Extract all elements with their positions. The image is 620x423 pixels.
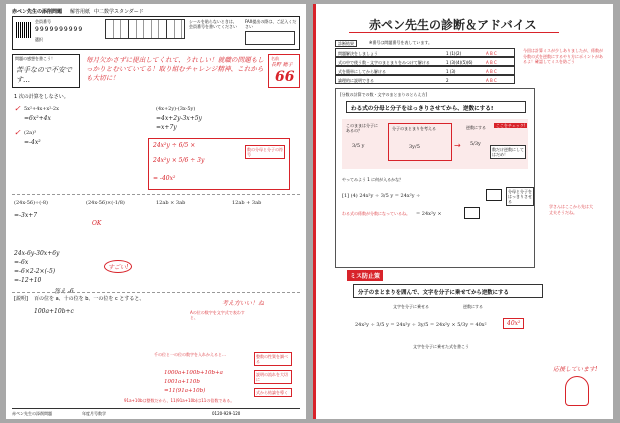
- flow-diagram: [342, 119, 528, 169]
- score-box: [268, 54, 300, 88]
- shield-note: シールを貼らないときは、会員番号を書いてください: [189, 19, 237, 29]
- teacher-comment: 毎月欠かさずに提出してくれて、うれしい！就職の問題もしっかりとむいていてる！取り組むチャレンジ精神、これからも大切に！: [86, 56, 264, 82]
- example-note: わる式の係数が分数になっているね。: [342, 211, 410, 216]
- q8-step-1: =-6x: [14, 259, 29, 266]
- q7-problem: 12ab + 3ab: [232, 200, 262, 206]
- header-bar: [12, 8, 300, 14]
- student-name: 長野 穂子: [271, 62, 293, 68]
- correction-line-1: 24x²y ÷ 6/5 ×: [153, 142, 196, 149]
- flow-right-label: 逆数にする: [466, 125, 486, 130]
- correction-note: 数の分母と分子の符号: [247, 147, 283, 157]
- row-grade: A B C: [486, 51, 497, 56]
- row-label: 問題解決をしましょう: [338, 51, 378, 56]
- q1-answer: =6x²+4x: [24, 115, 51, 122]
- key-sentence: わる式の分母と分子をはっきりさせてから、逆数にする!: [351, 106, 494, 112]
- row-num: 2: [446, 78, 449, 83]
- feedback-label: 問題の感想を書こう！: [15, 56, 55, 61]
- row-grade: A B C: [486, 60, 497, 65]
- title-underline: [349, 32, 559, 33]
- praise-stamp: すごい!: [104, 260, 132, 273]
- row-num: 1 (3)(4)(5)(6): [446, 60, 473, 65]
- flow-left-label: このままは分子にあるの？: [346, 123, 378, 133]
- q3-answer: =4x+2y-3x+5y: [156, 115, 202, 122]
- header-grade: 中二数学スタンダード: [94, 9, 144, 15]
- row-grade: A B C: [486, 78, 497, 83]
- code-grid: [105, 19, 185, 39]
- q2-problem: (2a)³: [24, 130, 37, 136]
- correction-box: [148, 138, 290, 190]
- row-label: 式の中で使う数・文字のまとまりをみつけて解ける: [338, 60, 430, 65]
- stamp-box-3: 式から結論を導く: [254, 388, 292, 397]
- choose-label: 選択: [35, 37, 43, 42]
- answer-box: [486, 189, 502, 201]
- row-label: 論理的に説明できる: [338, 78, 374, 83]
- explanation-panel: [335, 88, 535, 268]
- q9-text: 百の位を a、十の位を b、一の位を c とすると、: [34, 296, 145, 302]
- q9-conclusion: 91a+10bは整数だから、11(91a+10b)は11の倍数である。: [124, 398, 235, 403]
- example-lead: やってみよう 1 に何が入るかな？: [342, 177, 404, 182]
- q3-answer-2: =x+7y: [156, 124, 177, 131]
- fax-note: FAX提出の際は、ご記入ください: [245, 19, 297, 29]
- qr-code-icon: [16, 22, 32, 38]
- example-side-note: 分母と分子をはっきりさせる: [508, 189, 532, 204]
- diagnosis-row: [335, 57, 515, 66]
- sign-off: 応援しています!: [553, 366, 598, 373]
- q2-answer: =-4x²: [24, 139, 41, 146]
- example-hint: 学さんはここから先は大丈夫そうだね。: [549, 204, 593, 215]
- q8-problem: 24x-6y-30x+6y: [14, 250, 60, 257]
- q9-equation: 100a+10b+c: [34, 308, 74, 315]
- question-intro: 1 次の計算をしなさい。: [14, 94, 69, 100]
- prevention-label-b: 逆数にする: [463, 304, 483, 309]
- correction-line-3: = -40x²: [153, 175, 176, 182]
- diagnosis-row: [335, 66, 515, 75]
- q9-label: [説明]: [14, 296, 28, 302]
- arrow-right-icon: →: [454, 141, 461, 150]
- answer-sheet-page: [6, 4, 306, 419]
- check-label: ここをチェック!: [496, 123, 526, 128]
- q9-comment: 考え方いい！ね: [222, 300, 265, 307]
- page-title: 赤ペン先生の診断＆アドバイス: [369, 18, 537, 32]
- row-num: 1 (1)(2): [446, 51, 462, 56]
- q4-problem: (24x-56)÷(-8): [14, 200, 49, 206]
- row-grade: A B C: [486, 69, 497, 74]
- prevention-math: 24x²y ÷ 3/5 y = 24x²y ÷ 3y/5 = 24x²y × 5/3y = 40x²: [355, 322, 487, 328]
- prevention-tag: ミス防止策: [347, 270, 383, 281]
- header-title: 赤ペン先生の添削問題: [12, 9, 63, 15]
- flow-mid-label: 分子のまとまりを考える: [392, 126, 436, 131]
- diagnosis-row: [335, 48, 515, 57]
- q4-answer: =-3x+7: [14, 212, 38, 219]
- diagnosis-row: [335, 75, 515, 84]
- pen-mascot-icon: [565, 376, 589, 406]
- q8-final: 答え -6: [54, 288, 74, 295]
- prevention-answer: 40x²: [503, 318, 524, 329]
- check-mark-icon: ✓: [14, 128, 21, 137]
- footer: [12, 408, 300, 417]
- prevention-foot: 文字を分子に乗せた式を書こう: [413, 344, 469, 349]
- header-subtitle: 解答用紙: [70, 9, 91, 15]
- q5-problem: (24x-56)×(-1/8): [86, 200, 125, 206]
- feedback-text: 苦手なので不安です…: [16, 66, 72, 84]
- q3-problem: (4x+2y)-(3x-5y): [156, 106, 196, 112]
- advice-page: [313, 4, 613, 419]
- footer-issue: 年度月号数学: [82, 411, 106, 416]
- flow-right-math: 5/3y: [470, 141, 481, 147]
- divider: [12, 194, 300, 195]
- student-code: 9999999999: [35, 26, 84, 33]
- q9-side-note-b: 千の位と一の位の数字を入れかえると…: [154, 352, 226, 357]
- name-label: 名前: [271, 56, 279, 61]
- section-label: [分数の計算での数・文字のまとまりのとらえ方]: [340, 92, 428, 97]
- ok-mark: OK: [92, 220, 102, 227]
- prevention-label-a: 文字を分子に乗せる: [393, 304, 429, 309]
- student-code-label: 会員番号: [35, 19, 51, 24]
- flow-mid-box: [388, 123, 452, 161]
- feedback-box: [12, 54, 80, 88]
- score-value: 66: [275, 69, 295, 85]
- stamp-box-2: 説明の流れを大切に: [254, 370, 292, 384]
- flow-mid-math: 3y/5: [409, 144, 420, 150]
- q9-math-1: 1000a+100b+10b+a: [164, 370, 223, 376]
- row-label: 式を簡単にしてから解ける: [338, 69, 386, 74]
- q9-math-2: 1001a+110b: [164, 379, 200, 385]
- q9-math-3: =11(91a+10b): [164, 388, 206, 394]
- check-note: 数だけ逆数にしてはだめ！: [492, 147, 524, 157]
- q8-step-3: =-12+10: [14, 277, 42, 284]
- answer-box-2: [464, 207, 480, 219]
- check-mark-icon: ✓: [14, 104, 21, 113]
- side-advice: 今回は計算ミスが少しありましたが、係数が分数の式を逆数にするやり方にポイントがあるよ！確認してミスを防ごう: [523, 48, 603, 64]
- fax-box: [245, 31, 295, 45]
- flow-left-math: 3/5 y: [352, 143, 365, 149]
- stamp-box-1: 整数の性質を調べる: [254, 352, 292, 366]
- example-math-2: = 24x²y ×: [416, 211, 442, 217]
- prevention-sentence-box: [353, 284, 543, 298]
- divider: [12, 292, 300, 293]
- q1-problem: 5x²+4x+x²-2x: [24, 106, 59, 112]
- correction-line-2: 24x²y × 5/6 ÷ 3y: [153, 157, 205, 164]
- q9-side-note-a: Aの位の数字を文字式で表わすと、: [190, 310, 245, 320]
- footer-phone: 0120-929-120: [212, 411, 241, 416]
- diagnosis-header: 診断結果: [335, 40, 357, 47]
- row-num: 1 (3): [446, 69, 456, 74]
- footer-title: 赤ペン先生の添削問題: [12, 411, 52, 416]
- question-9: [14, 296, 298, 408]
- prevention-sentence: 分子のまとまりを囲んで、文字を分子に乗せてから逆数にする: [358, 290, 509, 296]
- prevention-example: [353, 304, 543, 364]
- q8-step-2: =-6×2-2×(-5): [14, 268, 56, 275]
- student-info-block: [12, 16, 300, 50]
- example-math: [1] (4) 24x²y ÷ 3/5 y = 24x²y ÷: [342, 193, 421, 199]
- key-sentence-box: [346, 101, 526, 113]
- diagnosis-note: ※番号は問題番号を表しています。: [369, 40, 433, 45]
- q6-problem: 12ab × 3ab: [156, 200, 186, 206]
